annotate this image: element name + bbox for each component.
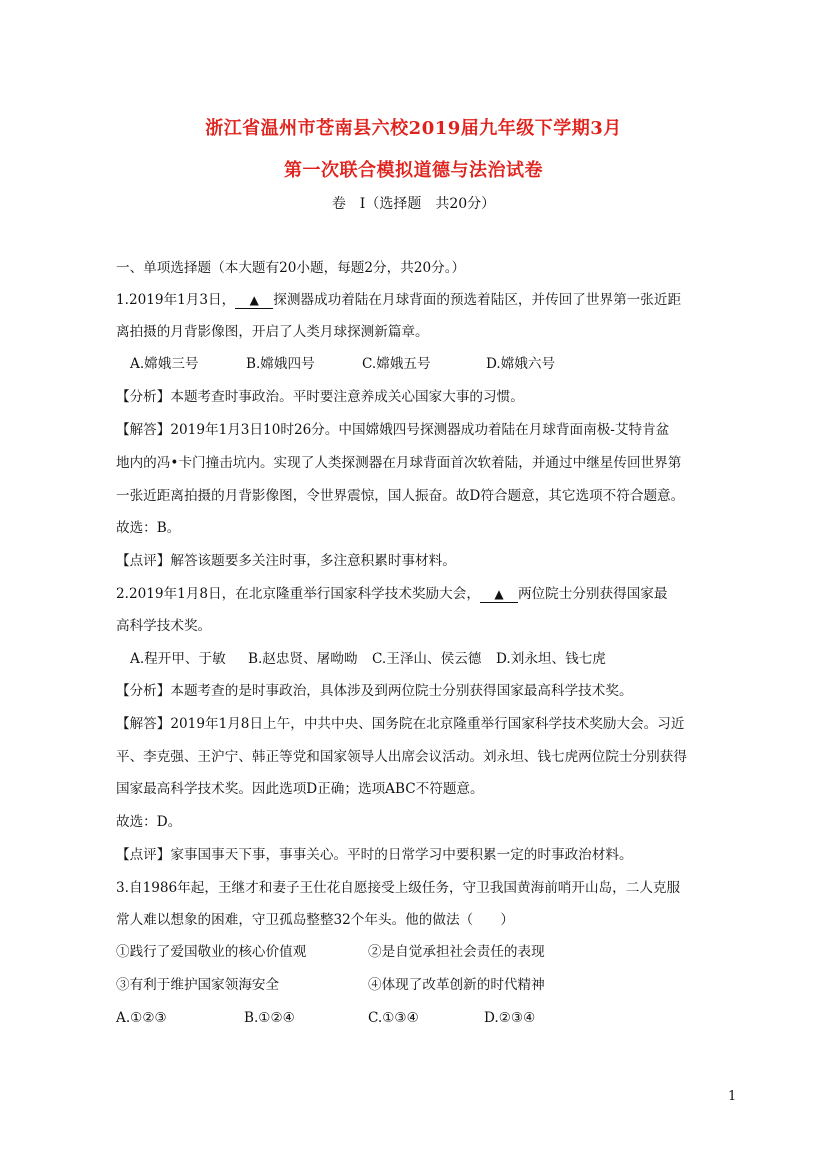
section-heading: 一、单项选择题（本大题有20小题，每题2分，共20分。）: [116, 260, 466, 276]
q1-answer-line1: 【解答】2019年1月3日10时26分。中国嫦娥四号探测器成功着陆在月球背面南极-艾特肯盆: [116, 422, 670, 438]
q1-stem-after: 探测器成功着陆在月球背面的预选着陆区，并传回了世界第一张近距: [273, 292, 682, 308]
q2-options: [130, 649, 606, 669]
q2-stem-after: 两位院士分别获得国家最: [517, 586, 668, 602]
option-a: A.①②③: [116, 1010, 167, 1026]
triangle-icon: ▲: [494, 587, 504, 601]
option-d: D.嫦娥六号: [486, 356, 556, 372]
page-number: 1: [728, 1089, 737, 1104]
q1-review: 【点评】解答该题要多关注时事，多注意积累时事材料。: [116, 553, 456, 569]
answer-blank: [480, 586, 518, 603]
option-d: D.刘永坦、钱七虎: [496, 651, 606, 667]
option-d: D.②③④: [484, 1010, 536, 1026]
triangle-icon: ▲: [249, 293, 259, 307]
q2-answer-line2: 平、李克强、王沪宁、韩正等党和国家领导人出席会议活动。刘永坦、钱七虎两位院士分别获得: [116, 749, 687, 765]
q2-stem-line2: 高科学技术奖。: [116, 618, 212, 634]
q2-review: 【点评】家事国事天下事，事事关心。平时的日常学习中要积累一定的时事政治材料。: [116, 847, 633, 863]
q3-statements-row1: [116, 942, 545, 962]
q2-stem-line1: [116, 584, 667, 604]
q1-answer-line2: 地内的冯•卡门撞击坑内。实现了人类探测器在月球背面首次软着陆，并通过中继星传回世界第: [116, 455, 682, 471]
option-b: B.①②④: [244, 1010, 295, 1026]
q1-stem-before: 1.2019年1月3日，: [116, 292, 236, 308]
q1-analysis: 【分析】本题考查时事政治。平时要注意养成关心国家大事的习惯。: [116, 389, 524, 405]
statement-4: ④体现了改革创新的时代精神: [368, 977, 545, 993]
q2-stem-before: 2.2019年1月8日，在北京隆重举行国家科学技术奖励大会，: [116, 586, 480, 602]
option-b: B.嫦娥四号: [246, 356, 315, 372]
q2-answer-line3: 国家最高科学技术奖。因此选项D正确；选项ABC不符题意。: [116, 781, 484, 797]
option-a: A.嫦娥三号: [130, 356, 199, 372]
statement-1: ①践行了爱国敬业的核心价值观: [116, 944, 307, 960]
option-c: C.嫦娥五号: [362, 356, 431, 372]
q3-stem-line2: 常人难以想象的困难，守卫孤岛整整32个年头。他的做法（ ）: [116, 912, 514, 928]
q1-stem-line1: [116, 290, 681, 310]
q2-analysis: 【分析】本题考查的是时事政治，具体涉及到两位院士分别获得国家最高科学技术奖。: [116, 683, 633, 699]
page-title: 浙江省温州市苍南县六校2019届九年级下学期3月: [205, 118, 622, 139]
q3-options: [116, 1008, 535, 1028]
statement-3: ③有利于维护国家领海安全: [116, 977, 280, 993]
q2-choice: 故选：D。: [116, 814, 182, 830]
q1-answer-line3: 一张近距离拍摄的月背影像图，令世界震惊，国人振奋。故D符合题意，其它选项不符合题意。: [116, 488, 685, 504]
q1-stem-line2: 离拍摄的月背影像图，开启了人类月球探测新篇章。: [116, 324, 429, 340]
q1-choice: 故选：B。: [116, 520, 181, 536]
q3-statements-row2: [116, 975, 545, 995]
volume-heading: 卷 Ⅰ（选择题 共20分）: [331, 196, 496, 212]
option-c: C.王泽山、侯云德: [372, 651, 482, 667]
option-c: C.①③④: [368, 1010, 419, 1026]
q2-answer-line1: 【解答】2019年1月8日上午，中共中央、国务院在北京隆重举行国家科学技术奖励大会。习近: [116, 716, 685, 732]
option-a: A.程开甲、于敏: [130, 651, 226, 667]
q1-options: [130, 354, 555, 374]
q3-stem-line1: 3.自1986年起，王继才和妻子王仕花自愿接受上级任务，守卫我国黄海前哨开山岛，二人克服: [116, 880, 681, 896]
option-b: B.赵忠贤、屠呦呦: [248, 651, 358, 667]
statement-2: ②是自觉承担社会责任的表现: [368, 944, 545, 960]
answer-blank: [235, 292, 273, 309]
page-subtitle: 第一次联合模拟道德与法治试卷: [284, 160, 543, 181]
